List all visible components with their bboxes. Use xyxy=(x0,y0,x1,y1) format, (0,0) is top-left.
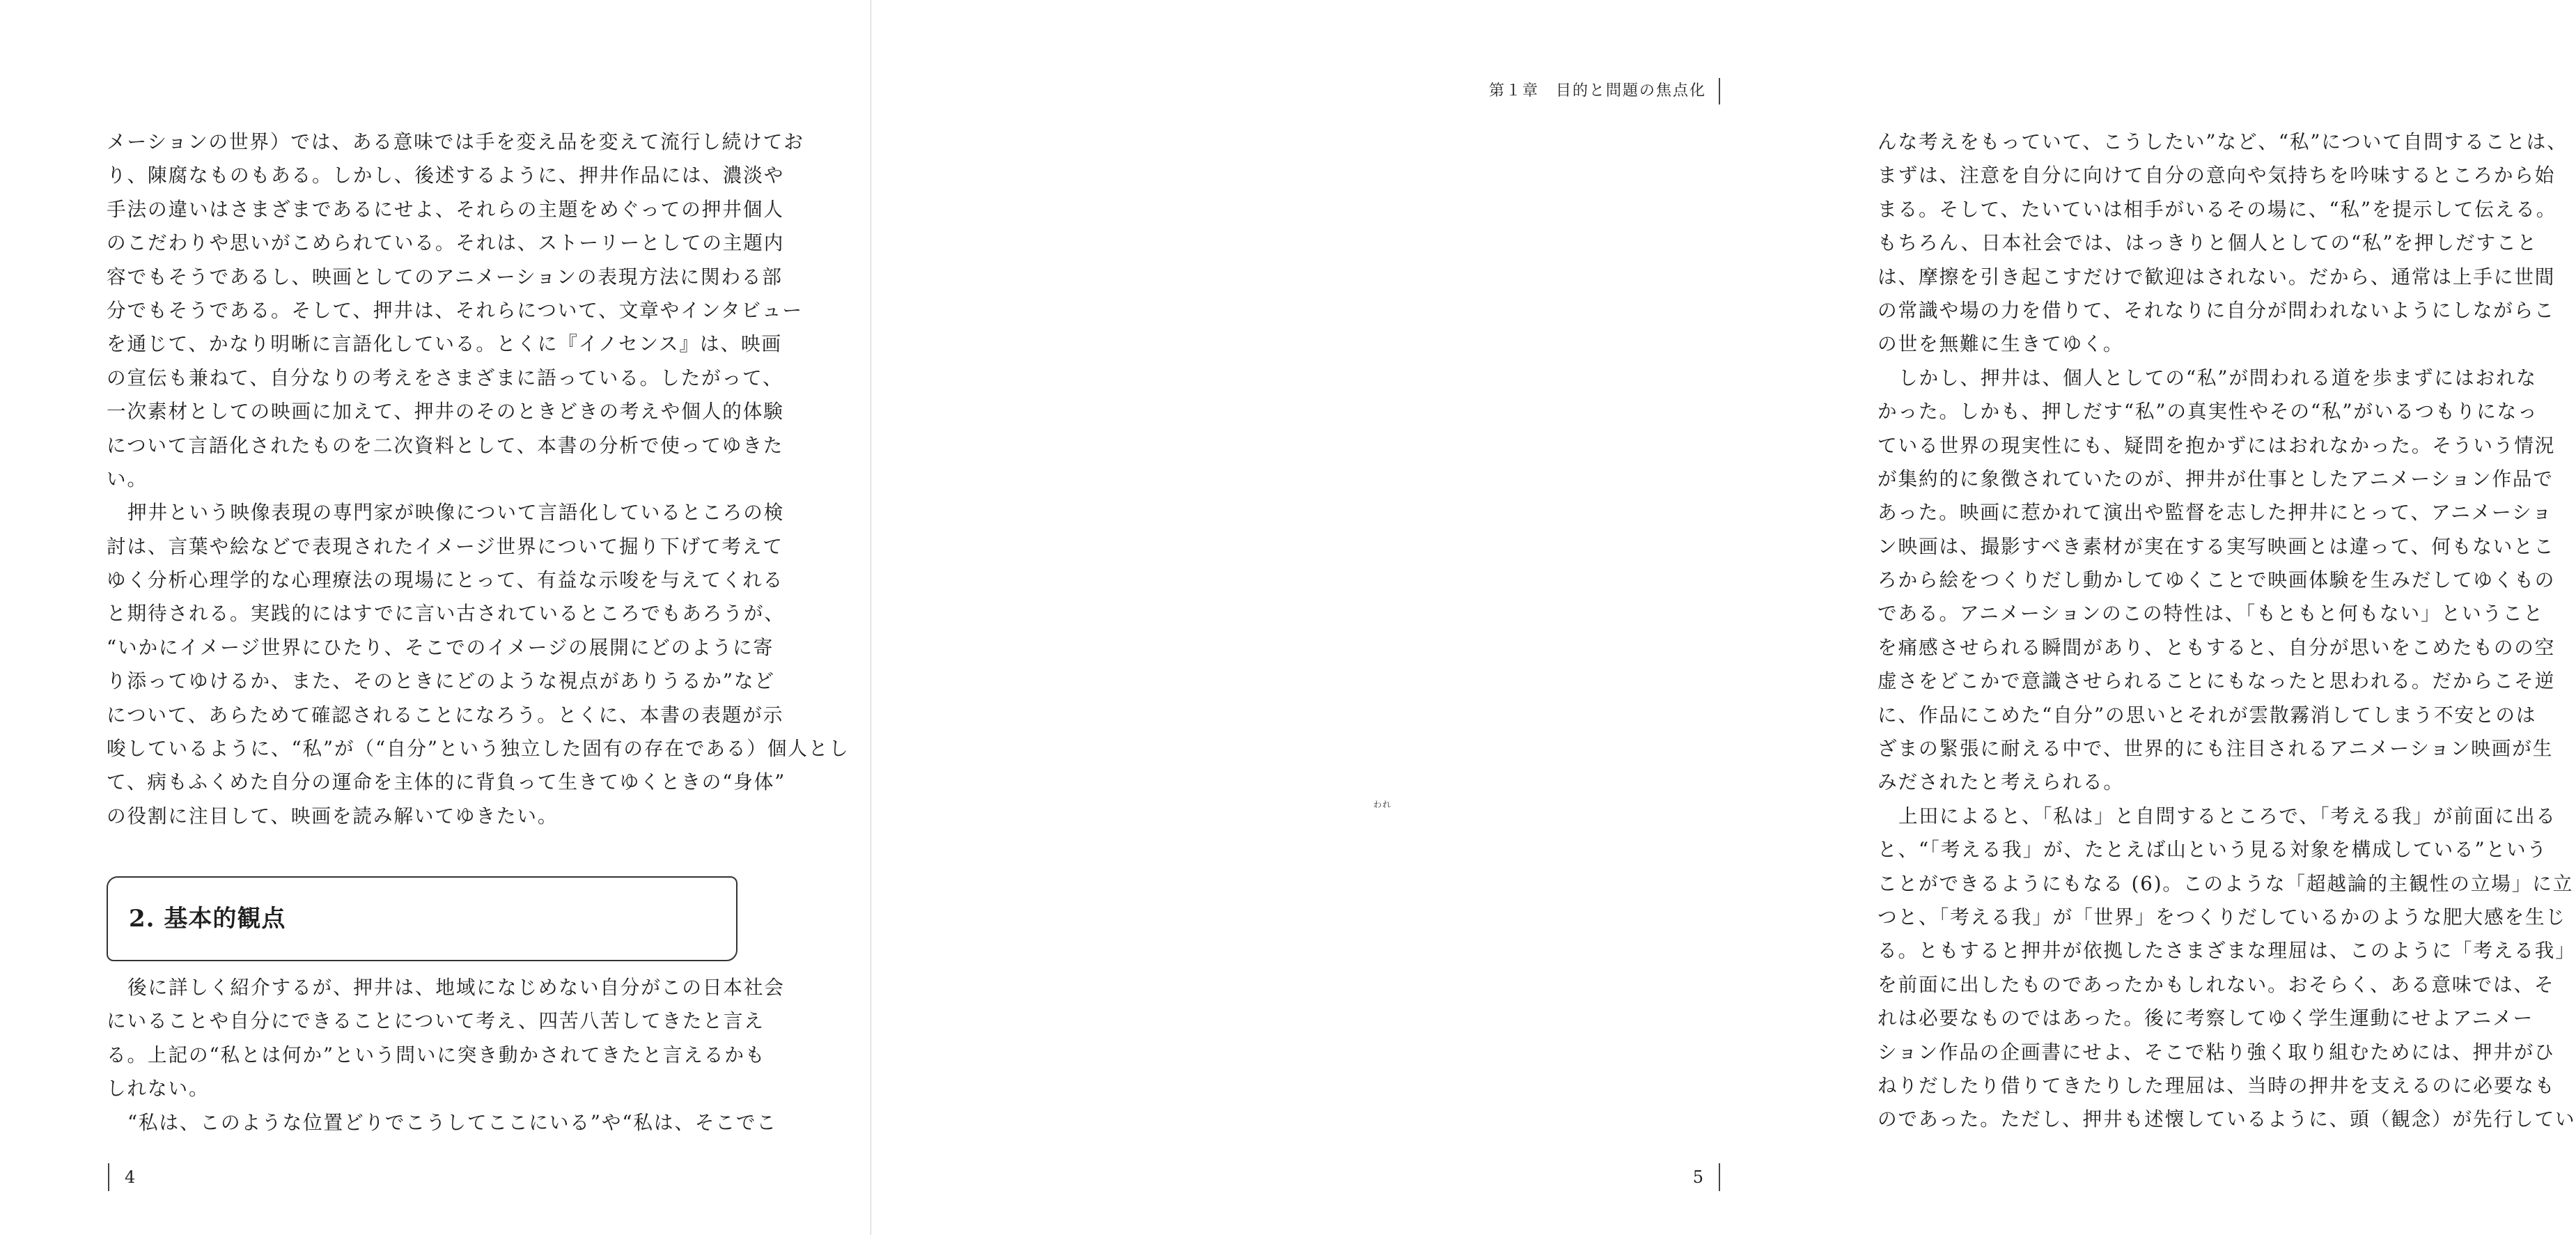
text-line: あった。映画に惹かれて演出や監督を志した押井にとって、アニメーショ xyxy=(1878,501,2553,525)
text-line: “私は、このような位置どりでこうしてここにいる”や“私は、そこでこ xyxy=(127,1110,777,1134)
text-line: ン映画は、撮影すべき素材が実在する実写映画とは違って、何もないとこ xyxy=(1878,534,2555,558)
left-body-bottom xyxy=(107,971,785,1140)
text-line: んな考えをもっていて、こうしたい”など、“私”について自問することは、 xyxy=(1878,130,2568,153)
text-line: にいることや自分にできることについて考え、四苦八苦してきたと言え xyxy=(107,1009,765,1033)
text-line: ゆく分析心理学的な心理療法の現場にとって、有益な示唆を与えてくれる xyxy=(107,568,784,592)
text-line: 後に詳しく紹介するが、押井は、地域になじめない自分がこの日本社会 xyxy=(127,976,785,999)
text-line: と、“「考える我」が、たとえば山という見る対象を構成している”という xyxy=(1878,838,2548,862)
text-line: り添ってゆけるか、また、そのときにどのような視点がありうるか”など xyxy=(107,669,775,693)
text-line: れは必要なものではあった。後に考察してゆく学生運動にせよアニメー xyxy=(1878,1007,2534,1030)
text-line: と期待される。実践的にはすでに言い古されているところでもあろうが、 xyxy=(107,602,785,626)
text-line: まずは、注意を自分に向けて自分の意向や気持ちを吟味するところから始 xyxy=(1878,164,2556,187)
text-line: かった。しかも、押しだす“私”の真実性やその“私”がいるつもりになっ xyxy=(1878,400,2538,424)
running-head: 第１章 目的と問題の焦点化 xyxy=(1489,78,1720,104)
text-line: る。ともすると押井が依拠したさまざまな理屈は、このように「考える我」 xyxy=(1878,939,2576,963)
text-line: 上田によると、「私は」と自問するところで、「考える我」が前面に出る xyxy=(1898,804,2557,828)
text-line: メーションの世界）では、ある意味では手を変え品を変えて流行し続けてお xyxy=(107,130,804,153)
text-line: ろから絵をつくりだし動かしてゆくことで映画体験を生みだしてゆくもの xyxy=(1878,568,2556,592)
text-line: まる。そして、たいていは相手がいるその場に、“私”を提示して伝える。 xyxy=(1878,197,2557,221)
text-line: い。 xyxy=(107,467,148,490)
text-line: を痛感させられる瞬間があり、ともすると、自分が思いをこめたものの空 xyxy=(1878,635,2556,659)
text-line: しれない。 xyxy=(107,1077,210,1101)
text-line: る。上記の“私とは何か”という問いに突き動かされてきたと言えるかも xyxy=(107,1043,766,1066)
left-body-top xyxy=(107,125,850,833)
right-body xyxy=(1878,125,2576,1137)
text-line: 手法の違いはさまざまであるにせよ、それらの主題をめぐっての押井個人 xyxy=(107,197,784,221)
text-line: り、陳腐なものもある。しかし、後述するように、押井作品には、濃淡や xyxy=(107,164,785,187)
page-number-left: 4 xyxy=(108,1163,135,1191)
text-line: 容でもそうであるし、映画としてのアニメーションの表現方法に関わる部 xyxy=(107,265,783,288)
text-line: て、病もふくめた自分の運命を主体的に背負って生きてゆくときの“身体” xyxy=(107,770,786,794)
text-line: のであった。ただし、押井も述懐しているように、頭（観念）が先行してい xyxy=(1878,1108,2576,1131)
text-line: “いかにイメージ世界にひたり、そこでのイメージの展開にどのように寄 xyxy=(107,635,774,659)
text-line: 虚さをどこかで意識させられることにもなったと思われる。だからこそ逆 xyxy=(1878,669,2556,693)
text-line: の宣伝も兼ねて、自分なりの考えをさまざまに語っている。したがって、 xyxy=(107,366,783,389)
text-line: 分でもそうである。そして、押井は、それらについて、文章やインタビュー xyxy=(107,298,804,322)
text-line: の役割に注目して、映画を読み解いてゆきたい。 xyxy=(107,804,559,828)
text-line: しかし、押井は、個人としての“私”が問われる道を歩まずにはおれな xyxy=(1898,366,2537,389)
text-line: 唆しているように、“私”が（“自分”という独立した固有の存在である）個人とし xyxy=(107,737,850,761)
text-line: 押井という映像表現の専門家が映像について言語化しているところの検 xyxy=(127,501,785,525)
section-heading-box xyxy=(107,876,737,961)
text-line: について言語化されたものを二次資料として、本書の分析で使ってゆきた xyxy=(107,433,784,457)
left-page xyxy=(0,0,871,1235)
text-line: ている世界の現実性にも、疑問を抱かずにはおれなかった。そういう情況 xyxy=(1878,433,2556,457)
text-line: を通じて、かなり明晰に言語化している。とくに『イノセンス』は、映画 xyxy=(107,332,782,356)
text-line: のこだわりや思いがこめられている。それは、ストーリーとしての主題内 xyxy=(107,231,785,255)
text-line: は、摩擦を引き起こすだけで歓迎はされない。だから、通常は上手に世間 xyxy=(1878,265,2556,288)
text-line: 一次素材としての映画に加えて、押井のそのときどきの考えや個人的体験 xyxy=(107,400,784,424)
text-line: みだされたと考えられる。 xyxy=(1878,770,2124,794)
text-line: について、あらためて確認されることになろう。とくに、本書の表題が示 xyxy=(107,703,784,727)
text-line: を前面に出したものであったかもしれない。おそらく、ある意味では、そ xyxy=(1878,972,2555,996)
text-line: ざまの緊張に耐える中で、世界的にも注目されるアニメーション映画が生 xyxy=(1878,737,2554,761)
text-line: ション作品の企画書にせよ、そこで粘り強く取り組むためには、押井がひ xyxy=(1878,1040,2555,1064)
text-line: ことができるようにもなる (6)。このような「超越論的主観性の立場」に立 xyxy=(1878,871,2574,895)
text-line: に、作品にこめた“自分”の思いとそれが雲散霧消してしまう不安とのは xyxy=(1878,703,2537,727)
text-line: の世を無難に生きてゆく。 xyxy=(1878,332,2124,356)
text-line: ねりだしたり借りてきたりした理屈は、当時の押井を支えるのに必要なも xyxy=(1878,1073,2556,1097)
text-line: 討は、言葉や絵などで表現されたイメージ世界について掘り下げて考えて xyxy=(107,534,783,558)
text-line: つと、「考える我」が「世界」をつくりだしているかのような肥大感を生じ xyxy=(1878,905,2566,929)
ruby-annotation: われ xyxy=(1373,800,1392,809)
section-heading: 2. 基本的観点 xyxy=(129,905,286,933)
text-line: である。アニメーションのこの特性は、「もともと何もない」ということ xyxy=(1878,602,2545,626)
right-page xyxy=(871,0,2576,1235)
text-line: の常識や場の力を借りて、それなりに自分が問われないようにしながらこ xyxy=(1878,298,2555,322)
text-line: が集約的に象徴されていたのが、押井が仕事としたアニメーション作品で xyxy=(1878,467,2554,490)
text-line: もちろん、日本社会では、はっきりと個人としての“私”を押しだすこと xyxy=(1878,231,2538,255)
page-number-right: 5 xyxy=(1693,1163,1720,1191)
